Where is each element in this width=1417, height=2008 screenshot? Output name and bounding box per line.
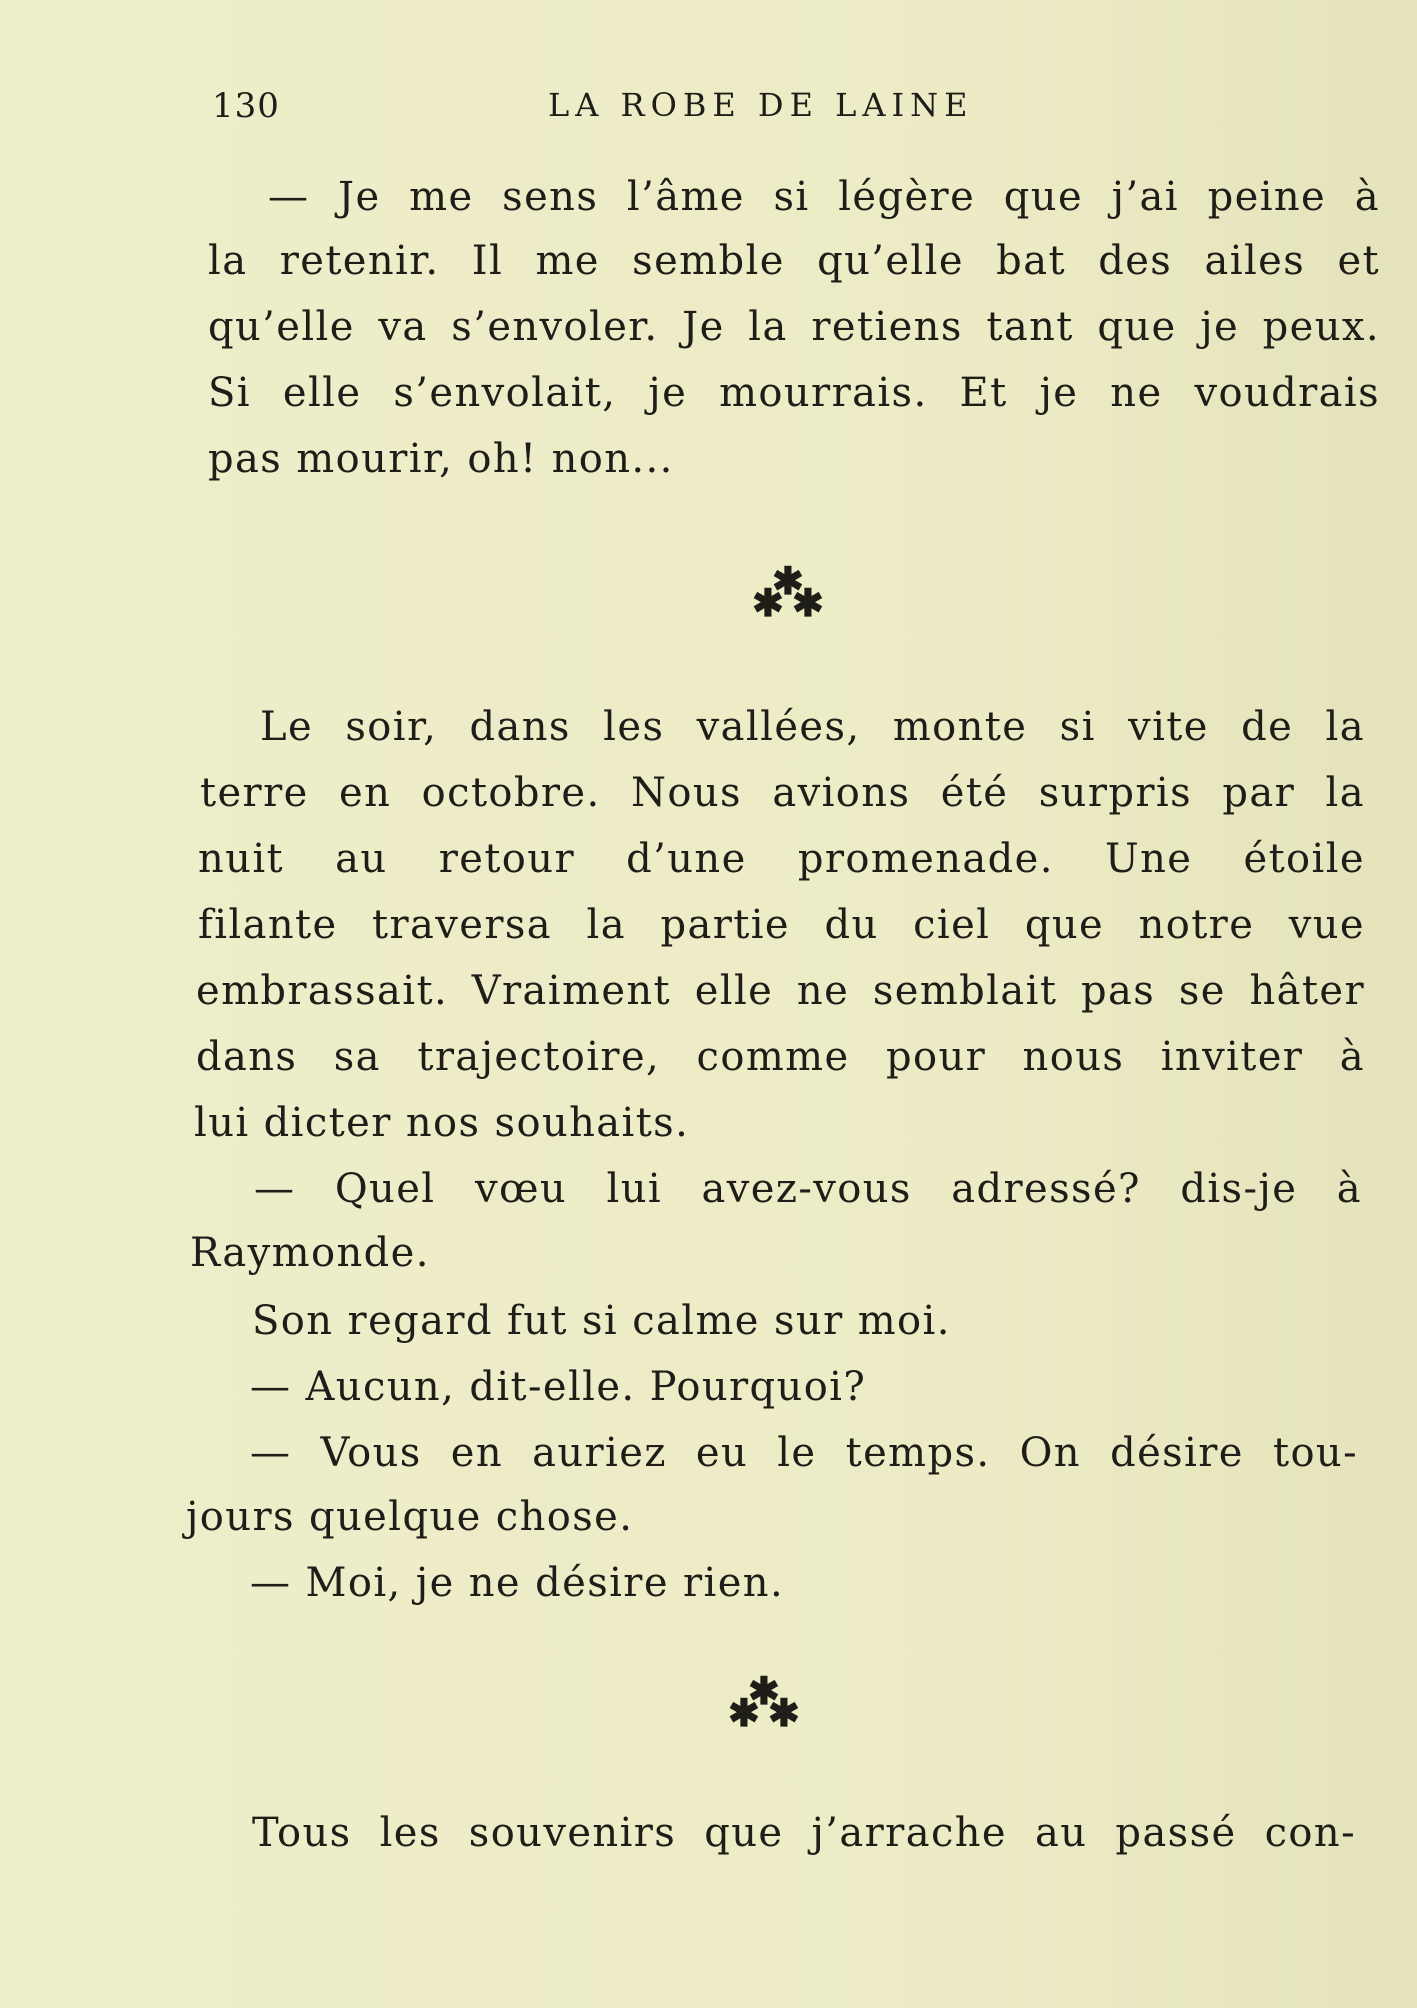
text-line: — Quel vœu lui avez-vous adressé? dis-je à [254,1166,1362,1212]
text-line: — Moi, je ne désire rien. [250,1560,785,1606]
asterisk: ✱ [728,1690,760,1735]
text-line: pas mourir, oh! non... [208,436,674,482]
text-line: terre en octobre. Nous avions été surpris par la [200,770,1365,816]
asterisk: ✱ [752,580,784,625]
text-line: filante traversa la partie du ciel que notre vue [198,902,1365,948]
asterisk: ✱ [792,580,824,625]
text-line: embrassait. Vraiment elle ne semblait pas se hâter [196,968,1365,1014]
text-line: — Aucun, dit-elle. Pourquoi? [250,1364,867,1410]
text-line: lui dicter nos souhaits. [194,1100,690,1146]
text-line: — Vous en auriez eu le temps. On désire tou- [250,1430,1358,1476]
text-line: — Je me sens l’âme si légère que j’ai peine à [268,174,1380,220]
running-title: LA ROBE DE LAINE [548,86,974,124]
asterisk: ✱ [748,1668,780,1713]
asterisk: ✱ [768,1690,800,1735]
text-line: Son regard fut si calme sur moi. [252,1298,951,1344]
text-line: dans sa trajectoire, comme pour nous inviter à [196,1034,1365,1080]
text-line: Raymonde. [190,1230,430,1276]
text-line: Si elle s’envolait, je mourrais. Et je ne voudrais [208,370,1380,416]
text-line: jours quelque chose. [186,1494,634,1540]
text-line: la retenir. Il me semble qu’elle bat des ailes et [208,238,1380,284]
page-header [0,86,1417,136]
page-number: 130 [212,86,280,126]
text-line: Le soir, dans les vallées, monte si vite de la [260,704,1365,750]
text-line: qu’elle va s’envoler. Je la retiens tant que je peux. [208,304,1380,350]
asterism-divider [722,1668,802,1742]
text-line: nuit au retour d’une promenade. Une étoile [198,836,1365,882]
asterisk: ✱ [772,558,804,603]
text-line: Tous les souvenirs que j’arrache au passé con- [252,1810,1356,1856]
asterism-divider [746,558,826,632]
